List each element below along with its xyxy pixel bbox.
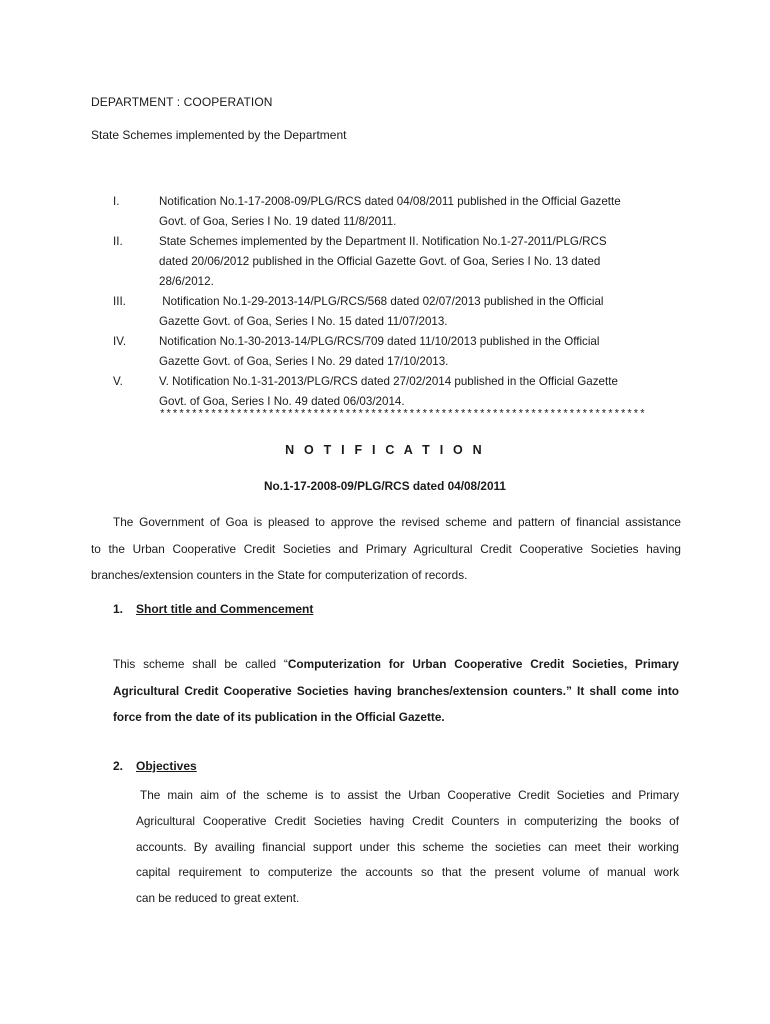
- list-item: [113, 192, 683, 232]
- short-title-paragraph: [113, 651, 679, 731]
- list-item-text: 28/6/2012.: [159, 275, 214, 288]
- page-subtitle: State Schemes implemented by the Department: [91, 128, 347, 142]
- section-number: 1.: [113, 602, 124, 616]
- scheme-list: [113, 192, 683, 412]
- paragraph-line: Agricultural Credit Cooperative Societies having branches/extension counters.” It shall come into: [113, 683, 679, 698]
- notification-number: No.1-17-2008-09/PLG/RCS dated 04/08/2011: [264, 479, 506, 493]
- paragraph-line: can be reduced to great extent.: [136, 891, 300, 906]
- paragraph-text: This scheme shall be called “: [113, 657, 288, 671]
- list-item-text: State Schemes implemented by the Department II. Notification No.1-27-2011/PLG/RCS: [159, 235, 607, 248]
- separator-line: ****************************************************************************: [159, 409, 646, 421]
- paragraph-line: Agricultural Cooperative Credit Societies having Credit Counters in computerizing the books of: [136, 813, 679, 828]
- paragraph-line: [113, 651, 679, 678]
- list-item-text: Notification No.1-29-2013-14/PLG/RCS/568 dated 02/07/2013 published in the Official: [159, 295, 604, 308]
- paragraph-line: accounts. By availing financial support under this scheme the societies can meet their working: [136, 839, 679, 854]
- paragraph-line: The main aim of the scheme is to assist the Urban Cooperative Credit Societies and Primary: [140, 788, 679, 802]
- list-item-number: II.: [113, 235, 123, 248]
- section-title: Objectives: [136, 759, 197, 773]
- section-number: 2.: [113, 759, 124, 773]
- list-item-text: Gazette Govt. of Goa, Series I No. 29 dated 17/10/2013.: [159, 355, 449, 368]
- list-item-text: Gazette Govt. of Goa, Series I No. 15 dated 11/07/2013.: [159, 315, 448, 328]
- section-heading-short-title: [113, 602, 313, 616]
- section-heading-objectives: [113, 759, 197, 773]
- section-title: Short title and Commencement: [136, 602, 314, 616]
- notification-title: N O T I F I C A T I O N: [285, 443, 485, 457]
- list-item: [113, 372, 683, 412]
- list-item: [113, 232, 683, 292]
- department-heading: DEPARTMENT : COOPERATION: [91, 95, 273, 109]
- list-item-number: I.: [113, 195, 120, 208]
- list-item: [113, 332, 683, 372]
- paragraph-line: to the Urban Cooperative Credit Societies and Primary Agricultural Credit Cooperative Societies having: [91, 541, 681, 556]
- list-item: [113, 292, 683, 332]
- list-item-text: V. Notification No.1-31-2013/PLG/RCS dated 27/02/2014 published in the Official Gazette: [159, 375, 618, 388]
- paragraph-line: capital requirement to computerize the accounts so that the present volume of manual work: [136, 865, 679, 880]
- list-item-text: dated 20/06/2012 published in the Official Gazette Govt. of Goa, Series I No. 13 dated: [159, 255, 601, 268]
- list-item-text: Notification No.1-30-2013-14/PLG/RCS/709 dated 11/10/2013 published in the Official: [159, 335, 600, 348]
- list-item-text: Govt. of Goa, Series I No. 49 dated 06/03/2014.: [159, 395, 405, 408]
- objectives-paragraph: [136, 783, 679, 912]
- paragraph-line: The Government of Goa is pleased to approve the revised scheme and pattern of financial assistance: [113, 515, 681, 529]
- list-item-number: IV.: [113, 335, 127, 348]
- list-item-text: Notification No.1-17-2008-09/PLG/RCS dated 04/08/2011 published in the Official Gazette: [159, 195, 621, 208]
- intro-paragraph: [91, 509, 681, 589]
- list-item-text: Govt. of Goa, Series I No. 19 dated 11/8/2011.: [159, 215, 397, 228]
- paragraph-line: force from the date of its publication in the Official Gazette.: [113, 710, 445, 724]
- scheme-name-bold: Computerization for Urban Cooperative Credit Societies, Primary: [287, 657, 679, 671]
- list-item-number: III.: [113, 295, 126, 308]
- paragraph-line: branches/extension counters in the State for computerization of records.: [91, 568, 468, 582]
- list-item-number: V.: [113, 375, 123, 388]
